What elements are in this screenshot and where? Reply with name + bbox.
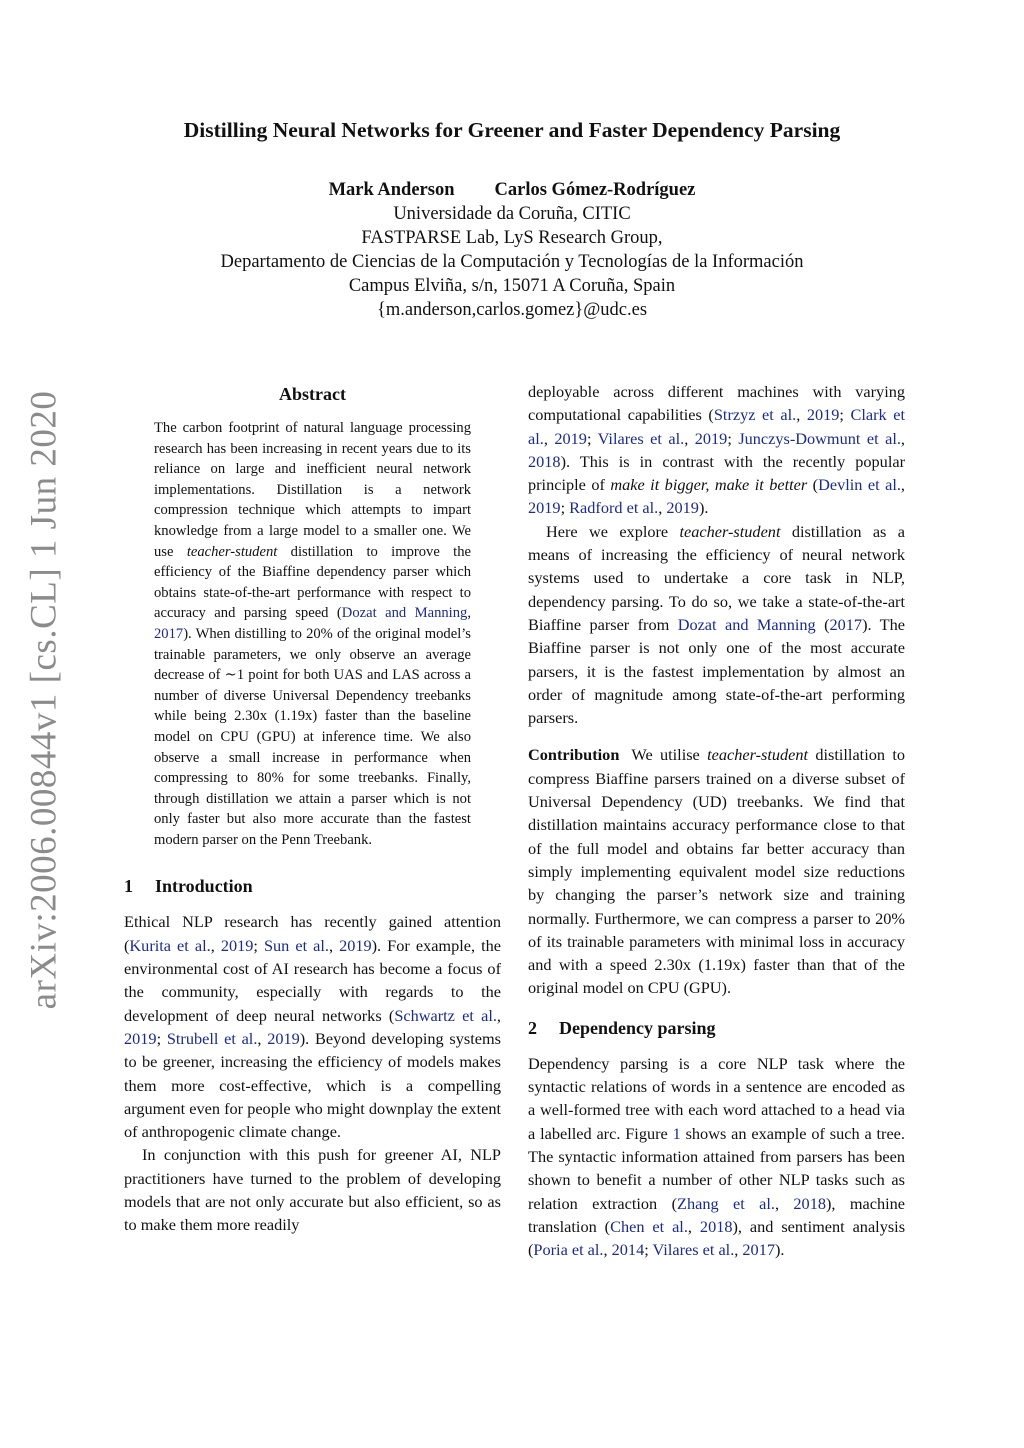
section-number: 2: [528, 1017, 537, 1038]
citation-year-link[interactable]: 2018: [793, 1193, 826, 1213]
citation-year-link[interactable]: 2019: [528, 498, 561, 518]
citation-link[interactable]: Strubell et al.: [166, 1028, 258, 1048]
citation-year-link[interactable]: 2019: [124, 1028, 157, 1048]
paper-title: Distilling Neural Networks for Greener and Faster Dependency Parsing: [183, 118, 841, 142]
affiliation-line: FASTPARSE Lab, LyS Research Group,: [361, 228, 663, 248]
section-title: Dependency parsing: [559, 1017, 716, 1038]
paragraph-heading: Contribution: [528, 745, 620, 765]
section-heading-introduction: [124, 872, 501, 900]
arxiv-identifier: arXiv:2006.00844v1 [cs.CL] 1 Jun 2020: [23, 390, 65, 1010]
citation-link[interactable]: Schwartz et al.: [394, 1005, 497, 1025]
affiliation-line: Universidade da Coruña, CITIC: [393, 204, 631, 224]
contribution-paragraph: Contribution We utilise teacher-student distillation to compress Biaffine parsers trained on a diverse subset of Universal Dependency (UD) treebanks. We find that distillation maintains accuracy performance close to that of the full model and obtains far better accuracy than simply implementing equivalent model size reductions by changing the parser’s network size and training normally. Furthermore, we can compress a parser to 20% of its trainable parameters with minimal loss in accuracy and with a speed 2.30x (1.19x) faster than that of the original model on CPU (GPU).: [528, 745, 905, 998]
citation-link[interactable]: Vilares et al.: [597, 428, 685, 448]
affiliation-line: Departamento de Ciencias de la Computación y Tecnologías de la Información: [220, 252, 804, 272]
abstract-heading: Abstract: [279, 384, 346, 404]
citation-link[interactable]: Chen et al.: [610, 1216, 688, 1236]
citation-link[interactable]: Strzyz et al.: [713, 405, 797, 425]
citation-link[interactable]: Vilares et al.: [652, 1240, 735, 1260]
left-column: [124, 380, 501, 1237]
citation-link[interactable]: Dozat and Manning: [677, 614, 816, 634]
citation-link[interactable]: Devlin et al.: [818, 475, 901, 495]
figure-reference-link[interactable]: 1: [672, 1123, 681, 1143]
intro-paragraph-1: Ethical NLP research has recently gained attention (Kurita et al., 2019; Sun et al., 2019). For example, the environmental cost of AI research has become a focus of the community, especially with regards to the development of deep neural networks (Schwartz et al., 2019; Strubell et al., 2019). Beyond developing systems to be greener, increasing the efficiency of models makes them more cost-effective, which is a compelling argument even for people who might downplay the extent of anthropogenic climate change.: [124, 912, 501, 1142]
citation-year-link[interactable]: 2014: [611, 1240, 645, 1260]
citation-link[interactable]: Clark et al.: [528, 405, 906, 448]
affiliation-line: Campus Elviña, s/n, 15071 A Coruña, Spain: [348, 276, 676, 296]
right-column: [528, 380, 905, 1261]
citation-year-link[interactable]: 2018: [528, 451, 561, 471]
citation-year-link[interactable]: 2019: [806, 405, 840, 425]
citation-link[interactable]: Zhang et al.: [677, 1193, 775, 1213]
citation-year-link[interactable]: 2019: [694, 428, 728, 448]
citation-year-link[interactable]: 2017: [829, 614, 863, 634]
citation-link[interactable]: Poria et al.: [533, 1240, 604, 1260]
citation-link[interactable]: Sun et al.: [263, 935, 329, 955]
abstract-text: The carbon footprint of natural language processing research has been increasing in recent years due to its reliance on large and inefficient neural network implementations. Distillation is a network compression technique which attempts to impart knowledge from a large model to a smaller one. We use teacher-student distillation to improve the efficiency of the Biaffine dependency parser which obtains state-of-the-art performance with respect to accuracy and parsing speed (Dozat and Manning, 2017). When distilling to 20% of the original model’s trainable parameters, we only observe an average decrease of ∼1 point for both UAS and LAS across a number of diverse Universal Dependency treebanks while being 2.30x (1.19x) faster than the baseline model on CPU (GPU) at inference time. We also observe a small increase in performance when compressing to 80% for some treebanks. Finally, through distillation we attain a parser which is not only faster but also more accurate than the fastest modern parser on the Penn Treebank.: [154, 420, 472, 848]
paper-header: [0, 178, 1024, 322]
author-name: Carlos Gómez-Rodríguez: [494, 180, 696, 200]
author-name: Mark Anderson: [328, 180, 455, 200]
intro-paragraph-4: Here we explore teacher-student distillation as a means of increasing the efficiency of neural network systems used to undertake a core task in NLP, dependency parsing. To do so, we take a state-of-the-art Biaffine parser from Dozat and Manning (2017). The Biaffine parser is not only one of the most accurate parsers, it is the fastest implementation by almost an order of magnitude among state-of-the-art performing parsers.: [528, 521, 905, 728]
citation-year-link[interactable]: 2017: [154, 625, 184, 642]
section-heading-dependency-parsing: [528, 1014, 905, 1042]
citation-year-link[interactable]: 2019: [267, 1028, 300, 1048]
author-emails: {m.anderson,carlos.gomez}@udc.es: [376, 300, 648, 320]
intro-paragraph-3: deployable across different machines with varying computational capabilities (Strzyz et al., 2019; Clark et al., 2019; Vilares et al., 2019; Junczys-Dowmunt et al., 2018). This is in contrast with the recently popular principle of make it bigger, make it better (Devlin et al., 2019; Radford et al., 2019).: [528, 382, 906, 518]
author-list: [0, 178, 1024, 202]
citation-year-link[interactable]: 2019: [666, 498, 699, 518]
citation-link[interactable]: Dozat and Manning: [341, 605, 468, 622]
citation-link[interactable]: Junczys-Dowmunt et al.: [738, 428, 901, 448]
section-title: Introduction: [155, 876, 253, 897]
citation-year-link[interactable]: 2018: [699, 1216, 733, 1236]
intro-paragraph-2: In conjunction with this push for greener AI, NLP practitioners have turned to the problem of developing models that are not only accurate but also efficient, so as to make them more readily: [124, 1145, 501, 1235]
citation-year-link[interactable]: 2017: [742, 1240, 775, 1260]
section-number: 1: [124, 876, 133, 897]
citation-year-link[interactable]: 2019: [554, 428, 587, 448]
dependency-paragraph-1: Dependency parsing is a core NLP task where the syntactic relations of words in a sentence are encoded as a well-formed tree with each word attached to a head via a labelled arc. Figure 1 shows an example of such a tree. The syntactic information attained from parsers has been shown to benefit a number of other NLP tasks such as relation extraction (Zhang et al., 2018), machine translation (Chen et al., 2018), and sentiment analysis (Poria et al., 2014; Vilares et al., 2017).: [528, 1053, 906, 1260]
citation-year-link[interactable]: 2019: [220, 935, 254, 955]
citation-link[interactable]: Radford et al.: [569, 498, 659, 518]
citation-link[interactable]: Kurita et al.: [129, 935, 211, 955]
citation-year-link[interactable]: 2019: [339, 935, 372, 955]
